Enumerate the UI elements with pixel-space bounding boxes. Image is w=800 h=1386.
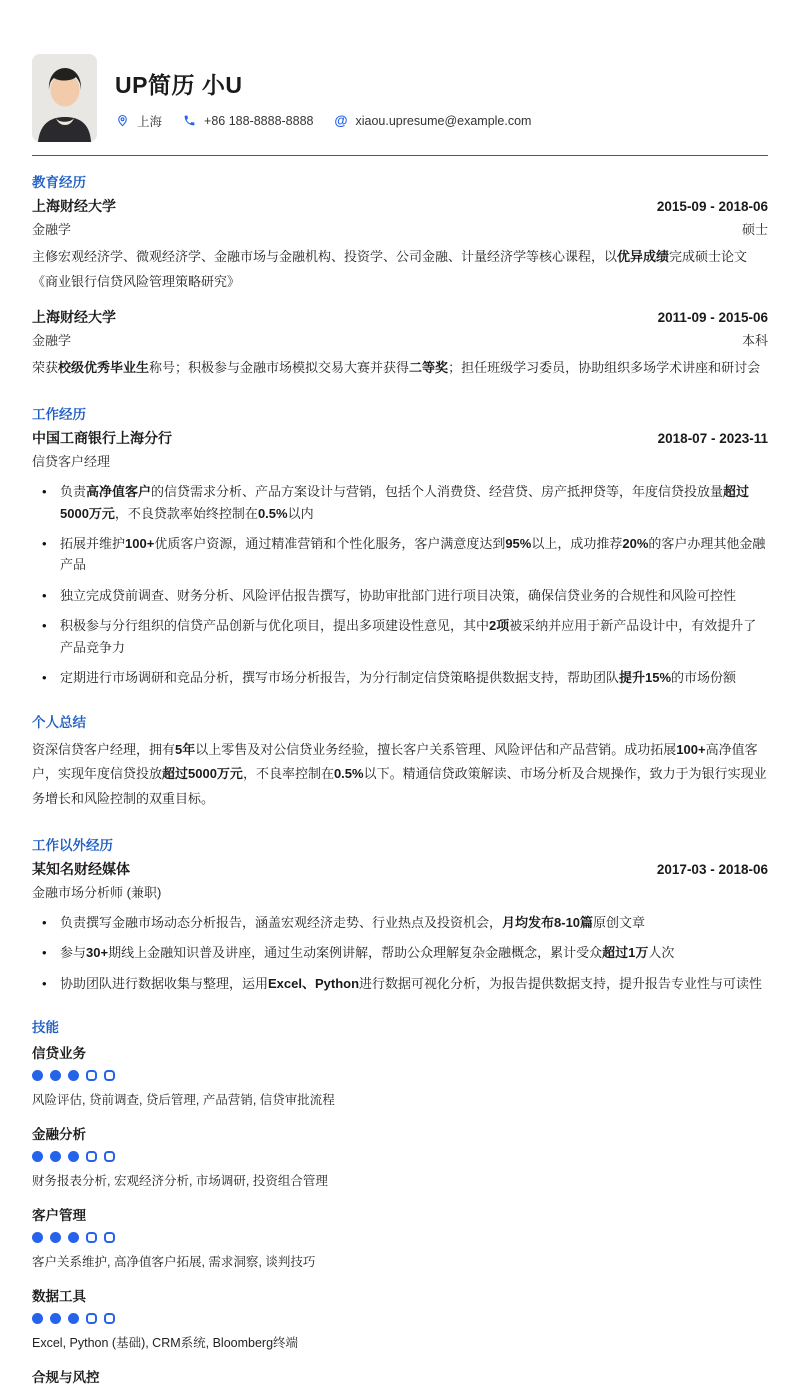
section-work xyxy=(32,403,768,689)
skill-dot-filled xyxy=(50,1313,61,1324)
skill-dot-filled xyxy=(32,1151,43,1162)
section-summary xyxy=(32,711,768,812)
education-item xyxy=(32,307,768,381)
skill-level-dots xyxy=(32,1232,768,1244)
work-dates: 2018-07 - 2023-11 xyxy=(657,431,768,447)
work-bullet-list xyxy=(32,481,768,689)
education-title-row xyxy=(32,196,768,216)
education-description: 荣获校级优秀毕业生称号；积极参与金融市场模拟交易大赛并获得二等奖；担任班级学习委员，协助组织多场学术讲座和研讨会 xyxy=(32,360,761,376)
education-title-row xyxy=(32,307,768,327)
skill-name: 合规与风控 xyxy=(32,1369,100,1385)
work-bullet: • 拓展并维护100+优质客户资源，通过精准营销和个性化服务，客户满意度达到95%以上，成功推荐20%的客户办理其他金融产品 xyxy=(32,533,768,576)
extra-dates: 2017-03 - 2018-06 xyxy=(656,861,768,877)
section-title-skills: 技能 xyxy=(32,1019,59,1035)
skill-dot-empty xyxy=(104,1232,115,1243)
work-bullet: • 定期进行市场调研和竞品分析，撰写市场分析报告，为分行制定信贷策略提供数据支持，帮助团队提升15%的市场份额 xyxy=(32,667,768,688)
skill-dot-filled xyxy=(68,1313,79,1324)
skill-level-dots xyxy=(32,1313,768,1325)
summary-text: 资深信贷客户经理，拥有5年以上零售及对公信贷业务经验，擅长客户关系管理、风险评估和产品营销。成功拓展100+高净值客户，实现年度信贷投放超过5000万元，不良率控制在0.5%以下。精通信贷政策解读、市场分析及合规操作，致力于为银行实现业务增长和风险控制的双重目标。 xyxy=(32,741,767,806)
section-title-summary: 个人总结 xyxy=(32,714,86,730)
skill-dot-filled xyxy=(32,1232,43,1243)
extra-bullet: • 负责撰写金融市场动态分析报告，涵盖宏观经济走势、行业热点及投资机会，月均发布8-10篇原创文章 xyxy=(32,912,768,933)
extra-item xyxy=(32,859,768,994)
email-at-icon: @ xyxy=(334,113,348,128)
education-sub-row xyxy=(32,330,768,349)
resume-header xyxy=(32,0,768,142)
section-title-education: 教育经历 xyxy=(32,175,86,190)
skill-dot-empty xyxy=(86,1232,97,1243)
skill-dot-filled xyxy=(50,1151,61,1162)
job-title: 信贷客户经理 xyxy=(32,454,111,470)
location-pin-icon xyxy=(115,113,130,128)
company-name: 中国工商银行上海分行 xyxy=(32,430,172,447)
work-bullet: • 负责高净值客户的信贷需求分析、产品方案设计与营销，包括个人消费贷、经营贷、房产抵押贷等，年度信贷投放量超过5000万元，不良贷款率始终控制在0.5%以内 xyxy=(32,481,768,524)
major-name: 金融学 xyxy=(32,222,72,237)
education-sub-row xyxy=(32,219,768,238)
skill-name: 数据工具 xyxy=(32,1288,86,1304)
location-text: 上海 xyxy=(137,114,163,129)
section-extra-experience xyxy=(32,834,768,994)
extra-title-row xyxy=(32,859,768,879)
skill-dot-filled xyxy=(68,1232,79,1243)
work-title-row xyxy=(32,428,768,448)
education-dates: 2011-09 - 2015-06 xyxy=(657,310,768,326)
skill-dot-filled xyxy=(50,1232,61,1243)
section-education xyxy=(32,171,768,381)
work-role-row xyxy=(32,451,768,470)
profile-photo xyxy=(32,54,97,142)
education-dates: 2015-09 - 2018-06 xyxy=(656,199,768,214)
extra-role-row xyxy=(32,882,768,901)
skill-level-dots xyxy=(32,1151,768,1163)
skill-dot-filled xyxy=(50,1070,61,1081)
school-name: 上海财经大学 xyxy=(32,309,116,326)
work-item xyxy=(32,428,768,689)
skill-keywords: 风险评估, 贷前调查, 贷后管理, 产品营销, 信贷审批流程 xyxy=(32,1092,335,1107)
skill-dot-empty xyxy=(104,1151,115,1162)
header-divider xyxy=(32,155,768,156)
email-text: xiaou.upresume@example.com xyxy=(355,113,532,128)
skill-keywords: 财务报表分析, 宏观经济分析, 市场调研, 投资组合管理 xyxy=(32,1173,328,1188)
skill-dot-empty xyxy=(104,1070,115,1081)
skill-item xyxy=(32,1042,768,1108)
degree-name: 本科 xyxy=(741,333,768,349)
section-title-work: 工作经历 xyxy=(32,407,86,423)
skill-dot-empty xyxy=(86,1070,97,1081)
skill-keywords: Excel, Python (基础), CRM系统, Bloomberg终端 xyxy=(32,1335,299,1350)
skill-dot-empty xyxy=(104,1313,115,1324)
skill-name: 客户管理 xyxy=(32,1207,86,1223)
skill-item xyxy=(32,1123,768,1189)
skill-item xyxy=(32,1285,768,1351)
organization-name: 某知名财经媒体 xyxy=(32,860,130,877)
skill-dot-filled xyxy=(68,1070,79,1081)
extra-bullet: • 参与30+期线上金融知识普及讲座，通过生动案例讲解，帮助公众理解复杂金融概念，累计受众超过1万人次 xyxy=(32,942,768,963)
contact-row xyxy=(115,112,531,130)
section-title-extra: 工作以外经历 xyxy=(32,837,113,853)
education-item xyxy=(32,196,768,294)
skill-level-dots xyxy=(32,1070,768,1082)
skill-name: 金融分析 xyxy=(32,1126,86,1142)
major-name: 金融学 xyxy=(32,333,72,349)
candidate-name: UP简历 小U xyxy=(115,71,243,98)
skill-item-cutoff xyxy=(32,1366,768,1386)
extra-bullet: • 协助团队进行数据收集与整理，运用Excel、Python进行数据可视化分析，为报告提供数据支持，提升报告专业性与可读性 xyxy=(32,973,768,994)
school-name: 上海财经大学 xyxy=(32,198,116,214)
skill-dot-filled xyxy=(32,1070,43,1081)
profile-photo-illustration xyxy=(32,54,97,142)
extra-bullet-list xyxy=(32,912,768,994)
skill-name: 信贷业务 xyxy=(32,1045,86,1061)
skill-dot-filled xyxy=(68,1151,79,1162)
skill-item xyxy=(32,1204,768,1270)
work-bullet: • 积极参与分行组织的信贷产品创新与优化项目，提出多项建设性意见，其中2项被采纳并应用于新产品设计中，有效提升了产品竞争力 xyxy=(32,615,768,658)
header-info xyxy=(115,67,531,130)
work-bullet: • 独立完成贷前调查、财务分析、风险评估报告撰写，协助审批部门进行项目决策，确保信贷业务的合规性和风险可控性 xyxy=(32,585,768,606)
skill-keywords: 客户关系维护, 高净值客户拓展, 需求洞察, 谈判技巧 xyxy=(32,1254,316,1269)
phone-text: +86 188-8888-8888 xyxy=(204,113,314,128)
education-description: 主修宏观经济学、微观经济学、金融市场与金融机构、投资学、公司金融、计量经济学等核心课程，以优异成绩完成硕士论文《商业银行信贷风险管理策略研究》 xyxy=(32,249,748,289)
section-skills xyxy=(32,1016,768,1386)
degree-name: 硕士 xyxy=(741,222,768,237)
skill-dot-empty xyxy=(86,1313,97,1324)
skill-dot-filled xyxy=(32,1313,43,1324)
extra-job-title: 金融市场分析师 (兼职) xyxy=(32,884,162,900)
phone-icon xyxy=(182,113,197,128)
skill-dot-empty xyxy=(86,1151,97,1162)
